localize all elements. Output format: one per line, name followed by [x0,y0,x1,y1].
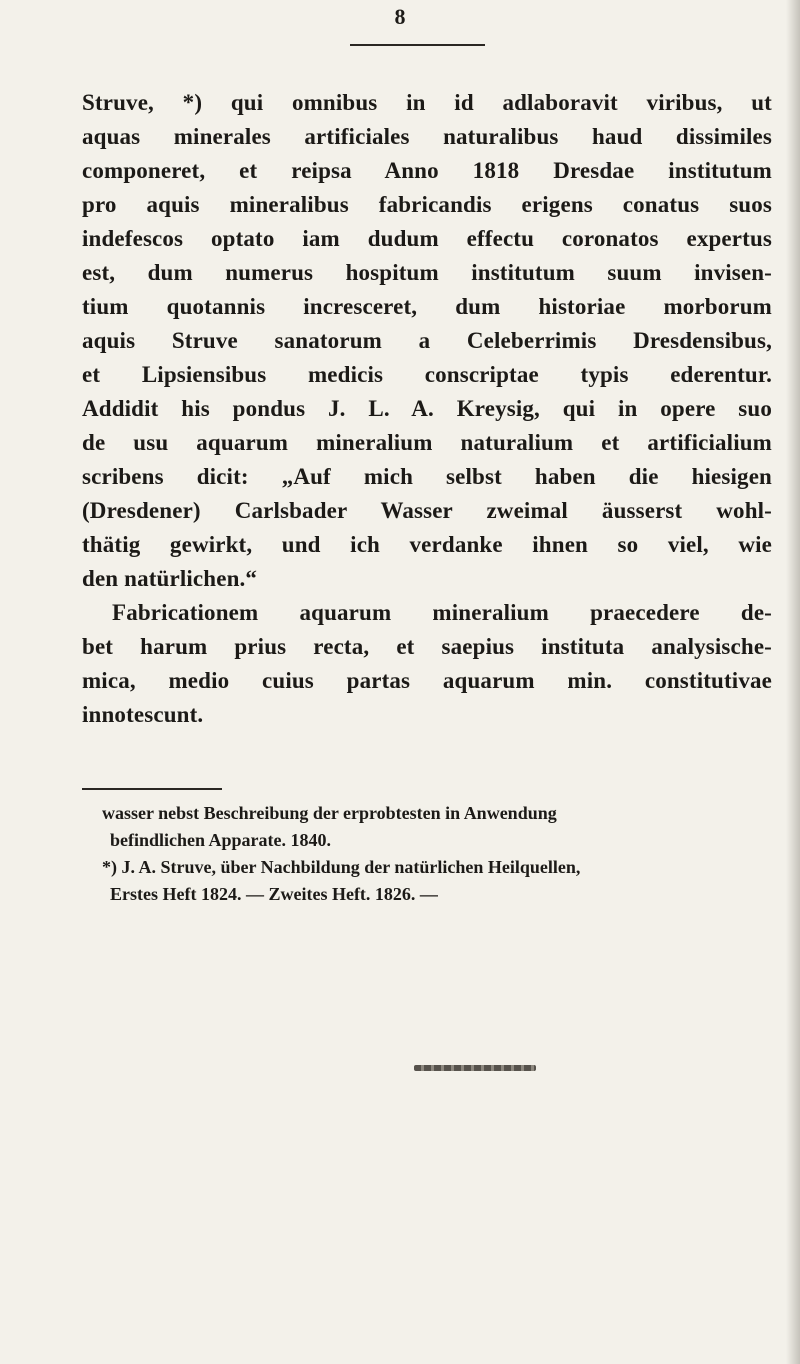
footnote-line: *) J. A. Struve, über Nachbildung der natürlichen Heilquellen, [102,857,581,877]
body-line: bet harum prius recta, et saepius instituta analysische- [82,634,772,659]
footnotes [102,800,772,908]
footnote-line: Erstes Heft 1824. — Zweites Heft. 1826. — [110,884,438,904]
body-line: mica, medio cuius partas aquarum min. constitutivae [82,668,772,693]
body-line: est, dum numerus hospitum institutum suum invisen- [82,260,772,285]
body-line: pro aquis mineralibus fabricandis erigens conatus suos [82,192,772,217]
body-line: et Lipsiensibus medicis conscriptae typis ederentur. [82,362,772,387]
scan-artifact-mark [414,1065,536,1071]
body-line: innotescunt. [82,702,204,727]
body-line: de usu aquarum mineralium naturalium et artificialium [82,430,772,455]
body-line: componeret, et reipsa Anno 1818 Dresdae institutum [82,158,772,183]
body-line: aquas minerales artificiales naturalibus haud dissimiles [82,124,772,149]
page-edge-shadow [786,0,800,1364]
header-rule [350,44,485,46]
footnote-line: wasser nebst Beschreibung der erprobtesten in Anwendung [102,803,557,823]
page-number: 8 [394,4,406,29]
body-line: tium quotannis incresceret, dum historiae morborum [82,294,772,319]
body-line: thätig gewirkt, und ich verdanke ihnen so viel, wie [82,532,772,557]
footnote-line: befindlichen Apparate. 1840. [110,830,332,850]
body-line: indefescos optato iam dudum effectu coronatos expertus [82,226,772,251]
body-line: (Dresdener) Carlsbader Wasser zweimal äusserst wohl- [82,498,772,523]
body-line: aquis Struve sanatorum a Celeberrimis Dresdensibus, [82,328,772,353]
footnote-rule [82,788,222,790]
body-line: Fabricationem aquarum mineralium praecedere de- [112,600,772,625]
body-line: Struve, *) qui omnibus in id adlaboravit viribus, ut [82,90,772,115]
body-text [82,86,772,732]
body-line: Addidit his pondus J. L. A. Kreysig, qui in opere suo [82,396,772,421]
body-line: den natürlichen.“ [82,566,258,591]
body-line: scribens dicit: „Auf mich selbst haben die hiesigen [82,464,772,489]
